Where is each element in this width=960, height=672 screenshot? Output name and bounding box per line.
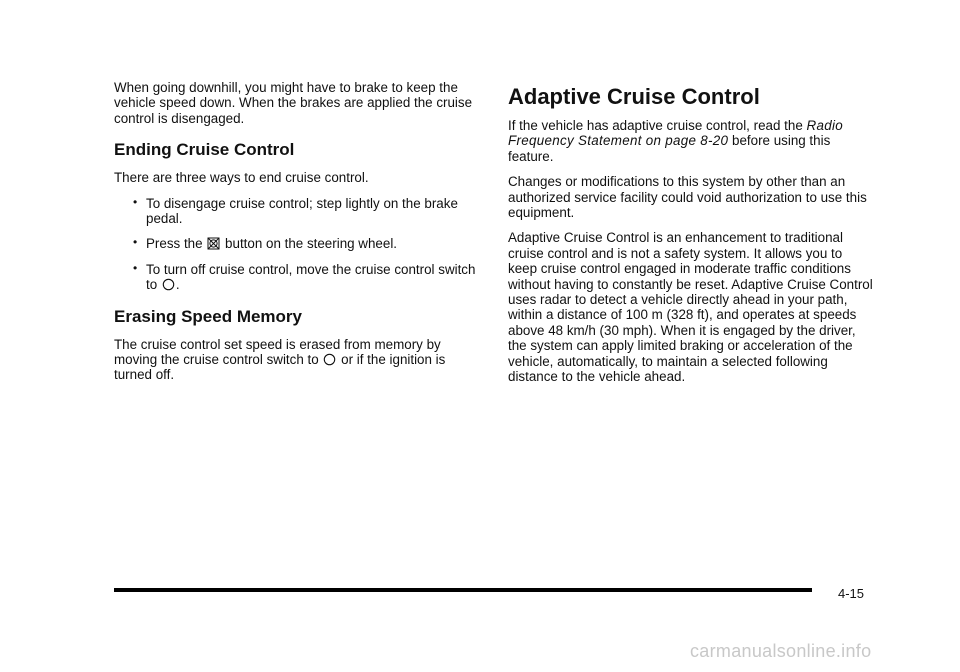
modifications-paragraph: Changes or modifications to this system by other than an authorized service facility could void authorization to use this equipment. xyxy=(508,174,867,221)
adaptive-intro-pre: If the vehicle has adaptive cruise control, read the xyxy=(508,118,803,133)
cruise-cancel-icon xyxy=(207,237,220,250)
ending-cruise-heading: Ending Cruise Control xyxy=(114,140,295,160)
adaptive-intro-post: before using this feature. xyxy=(508,133,831,164)
bullet-text-press-post: button on the steering wheel. xyxy=(225,236,398,252)
cruise-off-icon xyxy=(162,278,175,291)
cruise-off-icon xyxy=(323,353,336,366)
erasing-memory-text xyxy=(114,337,480,383)
list-item xyxy=(114,236,480,251)
ending-cruise-text: There are three ways to end cruise control. xyxy=(114,170,369,186)
page-number: 4-15 xyxy=(838,586,865,601)
bullet-text-switch-post: . xyxy=(175,277,180,293)
erasing-text-post: or if the ignition is turned off. xyxy=(114,352,446,383)
bullet-text-press-pre: Press the xyxy=(146,236,203,252)
footer-rule xyxy=(114,588,812,592)
left-column xyxy=(114,80,480,393)
adaptive-description-paragraph: Adaptive Cruise Control is an enhancement to traditional cruise control and is not a safety system. It allows you to keep cruise control engaged in moderate traffic conditions without having to constantly be reset. Adaptive Cruise Control uses radar to detect a vehicle directly ahead in your path, within a distance of 100 m (328 ft), and operates at speeds above 48 km/h (30 mph). When it is engaged by the driver, the system can apply limited braking or acceleration of the vehicle, automatically, to maintain a selected following distance to the vehicle ahead. xyxy=(508,230,873,385)
right-column xyxy=(508,80,874,395)
list-item xyxy=(114,262,480,293)
bullet-text-switch-pre: To turn off cruise control, move the cruise control switch to xyxy=(146,261,476,293)
adaptive-cruise-title: Adaptive Cruise Control xyxy=(508,84,760,109)
erasing-text-pre: The cruise control set speed is erased from memory by moving the cruise control switch to xyxy=(114,336,441,368)
intro-paragraph: When going downhill, you might have to brake to keep the vehicle speed down. When the brakes are applied the cruise control is disengaged. xyxy=(114,80,473,126)
radio-frequency-reference: Radio Frequency Statement on page 8-20 xyxy=(508,118,843,149)
erasing-memory-heading: Erasing Speed Memory xyxy=(114,306,303,326)
list-item xyxy=(114,196,480,227)
adaptive-intro-paragraph xyxy=(508,118,874,164)
watermark: carmanualsonline.info xyxy=(690,641,872,661)
bullet-text-brake: To disengage cruise control; step lightly on the brake pedal. xyxy=(146,195,458,227)
ending-methods-list xyxy=(114,196,480,293)
